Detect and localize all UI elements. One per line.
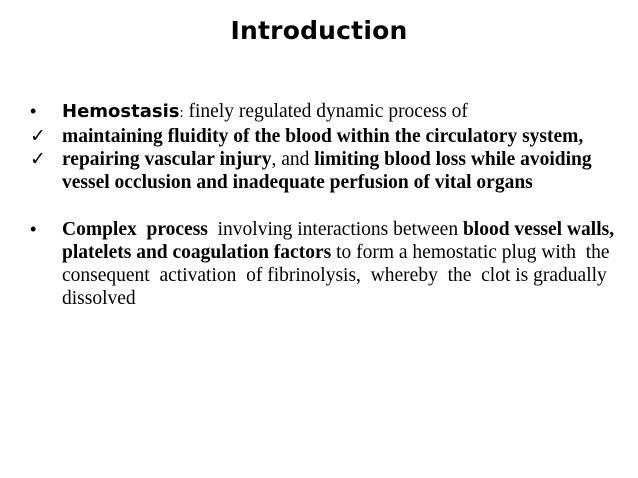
- limit-blood-loss-text: limiting blood loss while avoiding vessel occlusion and inadequate perfusion of vital organs: [62, 149, 592, 193]
- bullet-dot-icon: •: [30, 101, 37, 121]
- repair-text: repairing vascular injury: [62, 149, 272, 170]
- repair-connector: , and: [271, 149, 315, 170]
- complex-process-rest: to form a hemostatic plug with the consequent activation of fibrinolysis, whereby the clot is gradually dissolved: [62, 242, 620, 309]
- complex-process-term: Complex process: [62, 219, 208, 240]
- hemostasis-definition: finely regulated dynamic process of: [183, 101, 468, 122]
- slide-content: [30, 100, 620, 310]
- interaction-components: blood vessel walls, platelets and coagulation factors: [62, 219, 615, 263]
- check-item-fluidity: [30, 125, 616, 148]
- bullet-hemostasis: [30, 100, 616, 125]
- term-colon: :: [179, 105, 184, 121]
- bullet-complex-process: [30, 218, 620, 310]
- bullet-dot-icon: •: [30, 219, 37, 239]
- fluidity-text: maintaining fluidity of the blood within the circulatory system,: [62, 126, 584, 147]
- checkmark-icon: ✓: [30, 125, 46, 147]
- check-item-repair: [30, 148, 616, 194]
- checkmark-icon: ✓: [30, 148, 46, 170]
- spacer: [30, 194, 616, 218]
- term-hemostasis: Hemostasis: [62, 101, 180, 122]
- slide-title: Introduction: [230, 16, 408, 45]
- complex-process-connector: involving interactions between: [207, 219, 463, 240]
